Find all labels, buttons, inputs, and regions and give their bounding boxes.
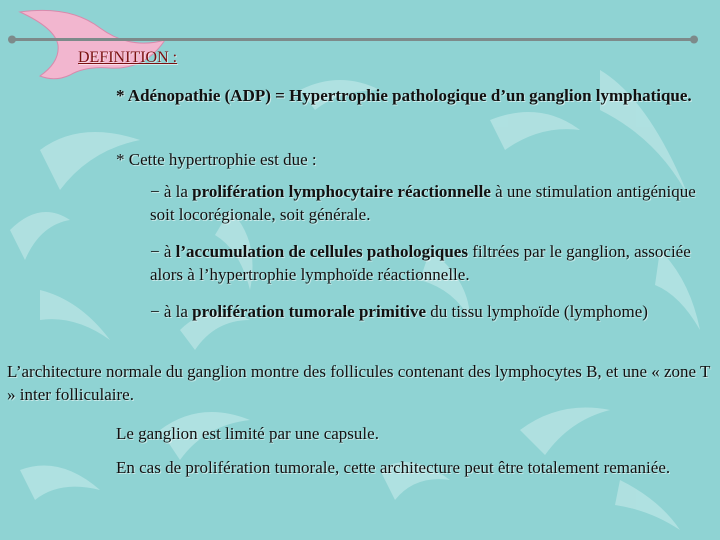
title-bar-end-right xyxy=(690,36,698,44)
definition-paragraph: * Adénopathie (ADP) = Hypertrophie pathologique d’un ganglion lymphatique. xyxy=(116,86,692,105)
boomerang-shape xyxy=(20,466,100,501)
title-bar-line xyxy=(12,38,694,41)
boomerang-shape xyxy=(10,212,70,260)
boomerang-shape xyxy=(40,290,110,340)
title-bar-end-left xyxy=(8,36,16,44)
cause-item: − à la prolifération lymphocytaire réactionnelle à une stimulation antigénique soit locorégionale, soit générale. xyxy=(150,182,696,224)
cause-item: − à la prolifération tumorale primitive du tissu lymphoïde (lymphome) xyxy=(150,302,648,321)
boomerang-shape xyxy=(615,480,680,530)
cause-item: − à l’accumulation de cellules pathologiques filtrées par le ganglion, associée alors à l’hypertrophie lymphoïde réactionnelle. xyxy=(150,242,691,284)
boomerang-shape xyxy=(490,112,580,150)
capsule-paragraph: Le ganglion est limité par une capsule. xyxy=(116,424,379,443)
slide-heading: DEFINITION : xyxy=(78,49,178,66)
remodeling-paragraph: En cas de prolifération tumorale, cette architecture peut être totalement remaniée. xyxy=(116,458,671,477)
architecture-paragraph: L’architecture normale du ganglion montre des follicules contenant des lymphocytes B, et une « zone T » inter folliculaire. xyxy=(7,362,711,404)
cause-intro: * Cette hypertrophie est due : xyxy=(116,150,317,169)
